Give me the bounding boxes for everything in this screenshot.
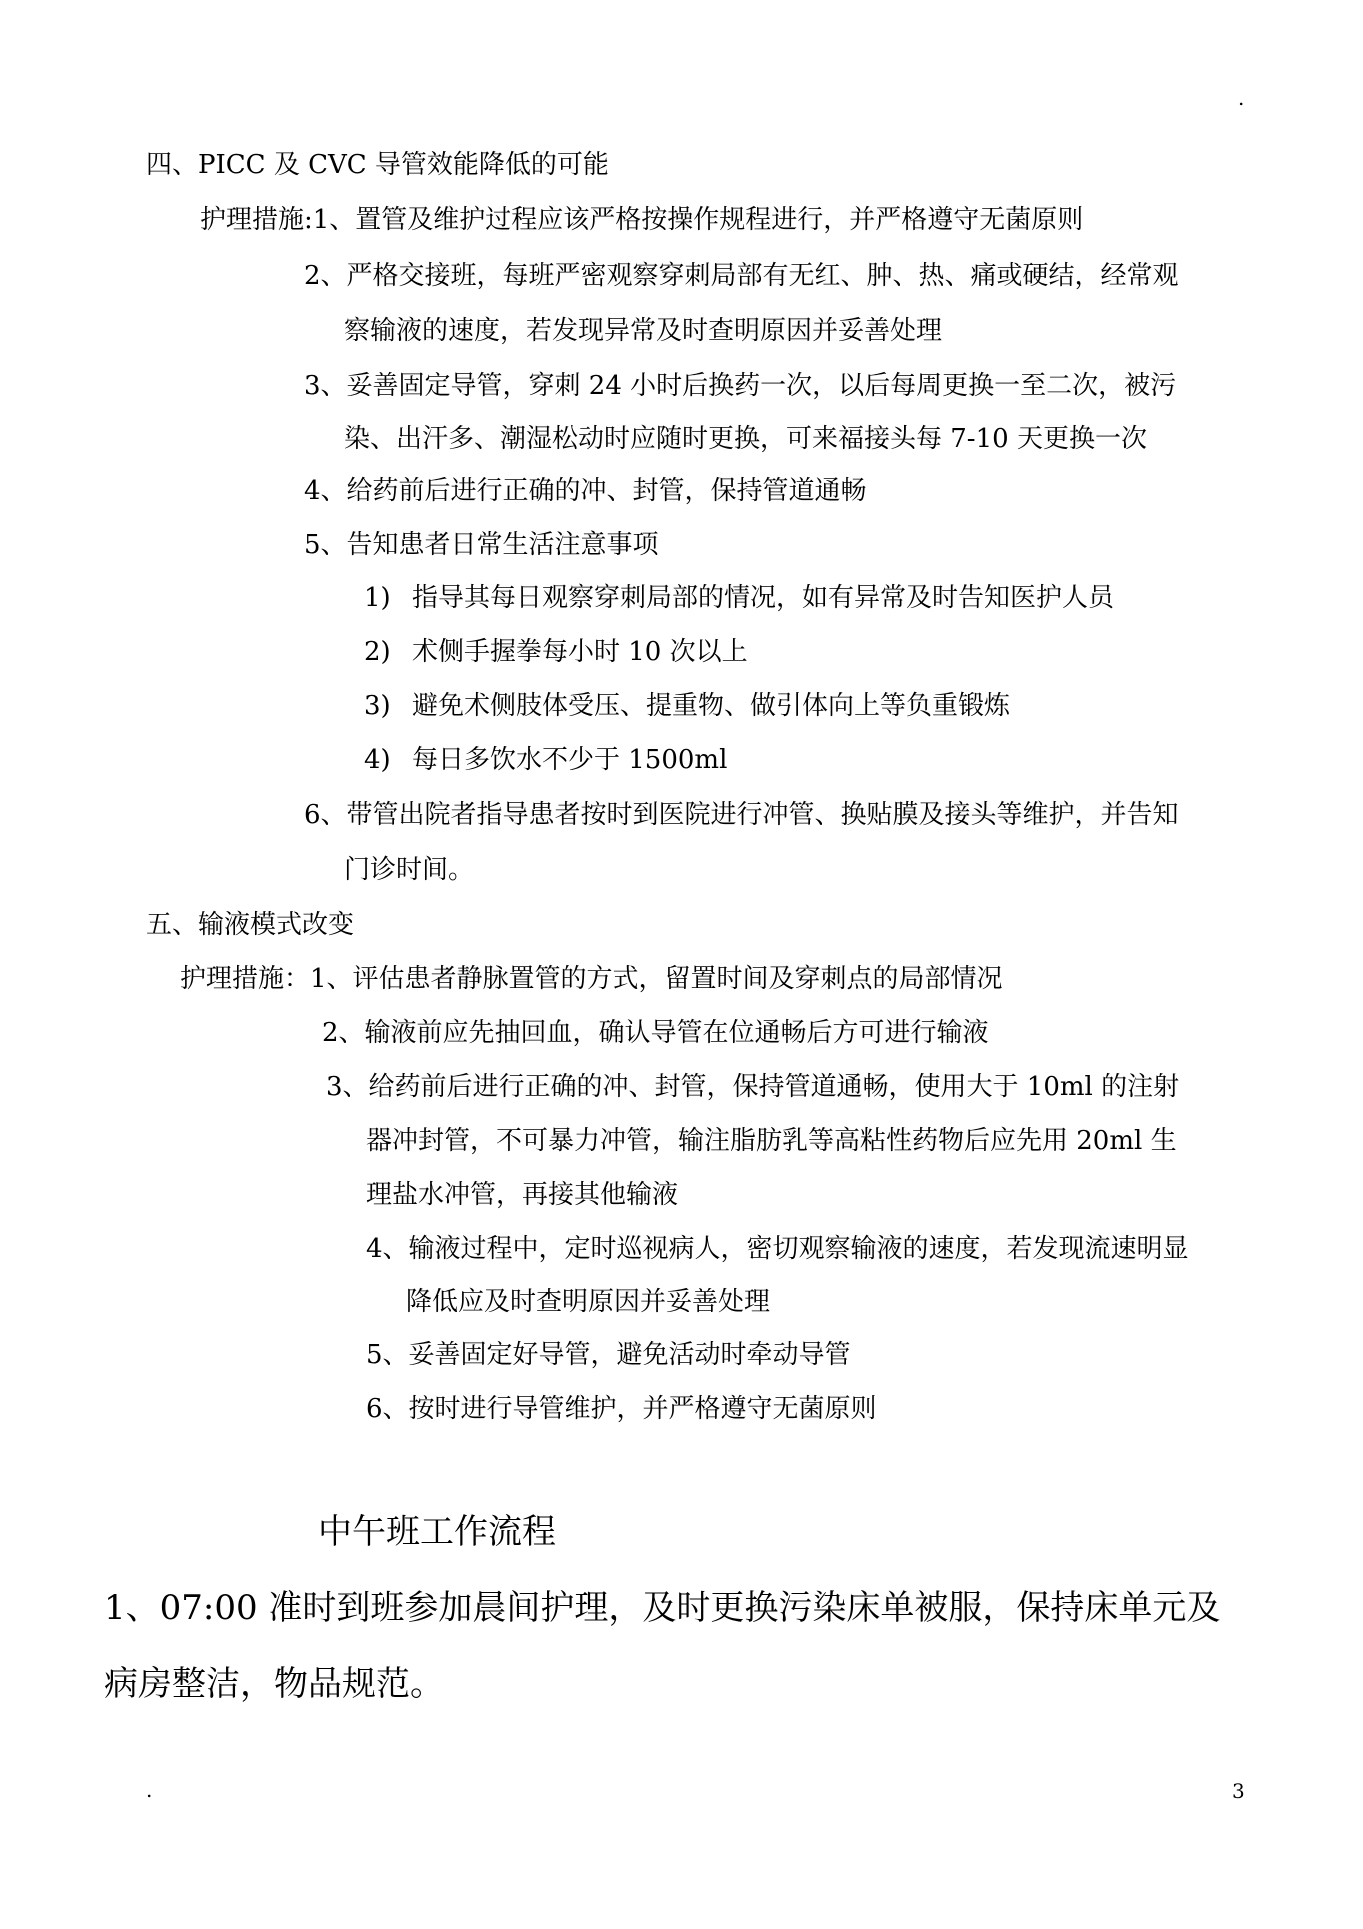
subitem-text: 每日多饮水不少于 1500ml xyxy=(412,745,728,775)
section4-item3-line2: 染、出汗多、潮湿松动时应随时更换，可来福接头每 7-10 天更换一次 xyxy=(344,424,1147,454)
subitem-number: 3) xyxy=(364,691,391,721)
section4-item2-line1: 2、严格交接班，每班严密观察穿刺局部有无红、肿、热、痛或硬结，经常观 xyxy=(304,261,1179,291)
subitem-number: 2) xyxy=(364,637,391,667)
section5-measure-1: 护理措施：1、评估患者静脉置管的方式，留置时间及穿刺点的局部情况 xyxy=(180,964,1003,994)
section4-item3-line1: 3、妥善固定导管，穿刺 24 小时后换药一次，以后每周更换一至二次，被污 xyxy=(304,371,1177,401)
subitem-text: 术侧手握拳每小时 10 次以上 xyxy=(412,637,748,667)
section4-measure-1: 护理措施:1、置管及维护过程应该严格按操作规程进行，并严格遵守无菌原则 xyxy=(200,205,1084,235)
section5-item3-line3: 理盐水冲管，再接其他输液 xyxy=(366,1180,679,1210)
section5-item4-line2: 降低应及时查明原因并妥善处理 xyxy=(406,1287,771,1317)
footer-left-mark: . xyxy=(146,1778,153,1802)
section4-item2-line2: 察输液的速度，若发现异常及时查明原因并妥善处理 xyxy=(344,316,943,346)
page-number: 3 xyxy=(1232,1779,1245,1803)
subitem-number: 1) xyxy=(364,583,391,613)
section4-item4: 4、给药前后进行正确的冲、封管，保持管道通畅 xyxy=(304,476,867,506)
section5-item3-line2: 器冲封管，不可暴力冲管，输注脂肪乳等高粘性药物后应先用 20ml 生 xyxy=(366,1126,1177,1156)
section4-item6-line1: 6、带管出院者指导患者按时到医院进行冲管、换贴膜及接头等维护，并告知 xyxy=(304,800,1179,830)
section5-item6: 6、按时进行导管维护，并严格遵守无菌原则 xyxy=(366,1394,877,1424)
noon-shift-item1-line1: 1、07:00 准时到班参加晨间护理，及时更换污染床单被服，保持床单元及 xyxy=(104,1588,1221,1628)
section4-item6-line2: 门诊时间。 xyxy=(344,855,475,885)
header-corner-mark: . xyxy=(1238,86,1245,110)
subitem-number: 4) xyxy=(364,745,391,775)
section4-item5: 5、告知患者日常生活注意事项 xyxy=(304,530,659,560)
section5-item3-line1: 3、给药前后进行正确的冲、封管，保持管道通畅，使用大于 10ml 的注射 xyxy=(326,1072,1180,1102)
subitem-text: 指导其每日观察穿刺局部的情况，如有异常及时告知医护人员 xyxy=(412,583,1115,613)
section5-heading: 五、输液模式改变 xyxy=(146,910,355,940)
section5-item5: 5、妥善固定好导管，避免活动时牵动导管 xyxy=(366,1340,851,1370)
noon-shift-title: 中午班工作流程 xyxy=(318,1512,556,1552)
subitem-text: 避免术侧肢体受压、提重物、做引体向上等负重锻炼 xyxy=(412,691,1011,721)
noon-shift-item1-line2: 病房整洁，物品规范。 xyxy=(104,1664,444,1704)
section5-item4-line1: 4、输液过程中，定时巡视病人，密切观察输液的速度，若发现流速明显 xyxy=(366,1234,1189,1264)
section5-item2: 2、输液前应先抽回血，确认导管在位通畅后方可进行输液 xyxy=(322,1018,989,1048)
section4-heading: 四、PICC 及 CVC 导管效能降低的可能 xyxy=(146,150,609,180)
